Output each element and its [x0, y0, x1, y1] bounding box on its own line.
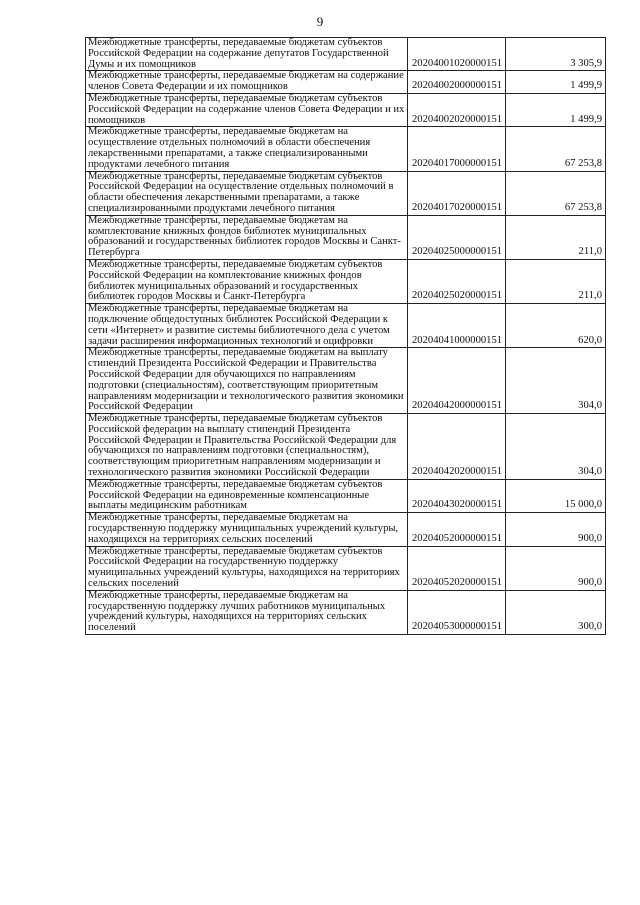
- row-amount: 211,0: [506, 259, 606, 303]
- row-description: [86, 215, 408, 259]
- row-amount: 300,0: [506, 590, 606, 634]
- row-code: 20204017020000151: [408, 171, 506, 215]
- description-text: Межбюджетные трансферты, передаваемые бюджетам на комплектование книжных фондов библиотек муниципальных образований и государственных библиотек городов Москвы и Санкт-Петербурга: [88, 214, 401, 259]
- table-row: [86, 479, 606, 512]
- row-amount: 67 253,8: [506, 171, 606, 215]
- description-text: Межбюджетные трансферты, передаваемые бюджетам субъектов Российской федерации на выплату стипендий Президента Российской Федерации и Правительства Российской Федерации для обучающихся по направлениям подготовки (специальностям), соответствующим приоритетным направлениям модернизации и технологического развития экономики Российской Федерации: [88, 413, 397, 479]
- row-description: [86, 546, 408, 590]
- budget-table-body: [86, 38, 606, 635]
- description-text: Межбюджетные трансферты, передаваемые бюджетам субъектов Российской Федерации на государственную поддержку муниципальных учреждений культуры, находящихся на территориях сельских поселений: [88, 545, 400, 590]
- row-amount: 3 305,9: [506, 38, 606, 71]
- row-code: 20204002000000151: [408, 71, 506, 94]
- table-row: [86, 215, 606, 259]
- description-text: Межбюджетные трансферты, передаваемые бюджетам на содержание членов Совета Федерации и их помощников: [88, 70, 404, 93]
- row-code: 20204053000000151: [408, 590, 506, 634]
- row-amount: 304,0: [506, 414, 606, 480]
- description-text: Межбюджетные трансферты, передаваемые бюджетам на подключение общедоступных библиотек Российской Федерации к сети «Интернет» и развитие системы библиотечного дела с учетом задачи расширения информационных технологий и оцифровки: [88, 303, 390, 347]
- description-text: Межбюджетные трансферты, передаваемые бюджетам на выплату стипендий Президента Российской Федерации и Правительства Российской Федерации для обучающихся по направлениям подготовки (специальностям), соответствующим приоритетным направлениям модернизации и технологического развития экономики Российской Федерации: [88, 347, 404, 413]
- row-description: [86, 259, 408, 303]
- table-row: [86, 38, 606, 71]
- row-description: [86, 71, 408, 94]
- row-code: 20204041000000151: [408, 304, 506, 348]
- description-text: Межбюджетные трансферты, передаваемые бюджетам субъектов Российской Федерации на содержание членов Совета Федерации и их помощников: [88, 92, 405, 126]
- table-row: [86, 171, 606, 215]
- table-row: [86, 93, 606, 126]
- row-amount: 1 499,9: [506, 93, 606, 126]
- row-description: [86, 38, 408, 71]
- row-code: 20204017000000151: [408, 127, 506, 171]
- row-description: [86, 479, 408, 512]
- table-row: [86, 513, 606, 546]
- row-description: [86, 304, 408, 348]
- row-code: 20204052000000151: [408, 513, 506, 546]
- description-text: Межбюджетные трансферты, передаваемые бюджетам на государственную поддержку муниципальных учреждений культуры, находящихся на территориях сельских поселений: [88, 512, 399, 545]
- row-amount: 67 253,8: [506, 127, 606, 171]
- table-row: [86, 348, 606, 414]
- row-code: 20204025020000151: [408, 259, 506, 303]
- row-description: [86, 348, 408, 414]
- row-code: 20204042000000151: [408, 348, 506, 414]
- row-description: [86, 171, 408, 215]
- row-code: 20204002020000151: [408, 93, 506, 126]
- description-text: Межбюджетные трансферты, передаваемые бюджетам субъектов Российской Федерации на содержание депутатов Государственной Думы и их помощников: [88, 37, 389, 70]
- row-amount: 900,0: [506, 546, 606, 590]
- table-row: [86, 259, 606, 303]
- row-description: [86, 93, 408, 126]
- table-row: [86, 546, 606, 590]
- row-amount: 620,0: [506, 304, 606, 348]
- row-description: [86, 127, 408, 171]
- row-amount: 900,0: [506, 513, 606, 546]
- row-description: [86, 414, 408, 480]
- page-number: 9: [316, 14, 324, 29]
- description-text: Межбюджетные трансферты, передаваемые бюджетам субъектов Российской Федерации на единовременные компенсационные выплаты медицинским работникам: [88, 478, 383, 512]
- row-amount: 211,0: [506, 215, 606, 259]
- table-row: [86, 71, 606, 94]
- table-row: [86, 590, 606, 634]
- row-amount: 304,0: [506, 348, 606, 414]
- description-text: Межбюджетные трансферты, передаваемые бюджетам на государственную поддержку лучших работников муниципальных учреждений культуры, находящихся на территориях сельских поселений: [88, 589, 386, 634]
- table-row: [86, 127, 606, 171]
- row-code: 20204001020000151: [408, 38, 506, 71]
- table-row: [86, 304, 606, 348]
- description-text: Межбюджетные трансферты, передаваемые бюджетам на осуществление отдельных полномочий в области обеспечения лекарственными препаратами, а также специализированными продуктами лечебного питания: [88, 126, 371, 170]
- description-text: Межбюджетные трансферты, передаваемые бюджетам субъектов Российской Федерации на комплектование книжных фондов библиотек муниципальных образований и государственных библиотек городов Москвы и Санкт-Петербурга: [88, 258, 383, 303]
- row-description: [86, 513, 408, 546]
- row-code: 20204025000000151: [408, 215, 506, 259]
- row-amount: 15 000,0: [506, 479, 606, 512]
- row-code: 20204052020000151: [408, 546, 506, 590]
- table-row: [86, 414, 606, 480]
- description-text: Межбюджетные трансферты, передаваемые бюджетам субъектов Российской Федерации на осуществление отдельных полномочий в области обеспечения лекарственными препаратами, а также специализированными продуктами лечебного питания: [88, 170, 394, 214]
- budget-table: [85, 37, 606, 635]
- row-code: 20204043020000151: [408, 479, 506, 512]
- row-description: [86, 590, 408, 634]
- row-code: 20204042020000151: [408, 414, 506, 480]
- row-amount: 1 499,9: [506, 71, 606, 94]
